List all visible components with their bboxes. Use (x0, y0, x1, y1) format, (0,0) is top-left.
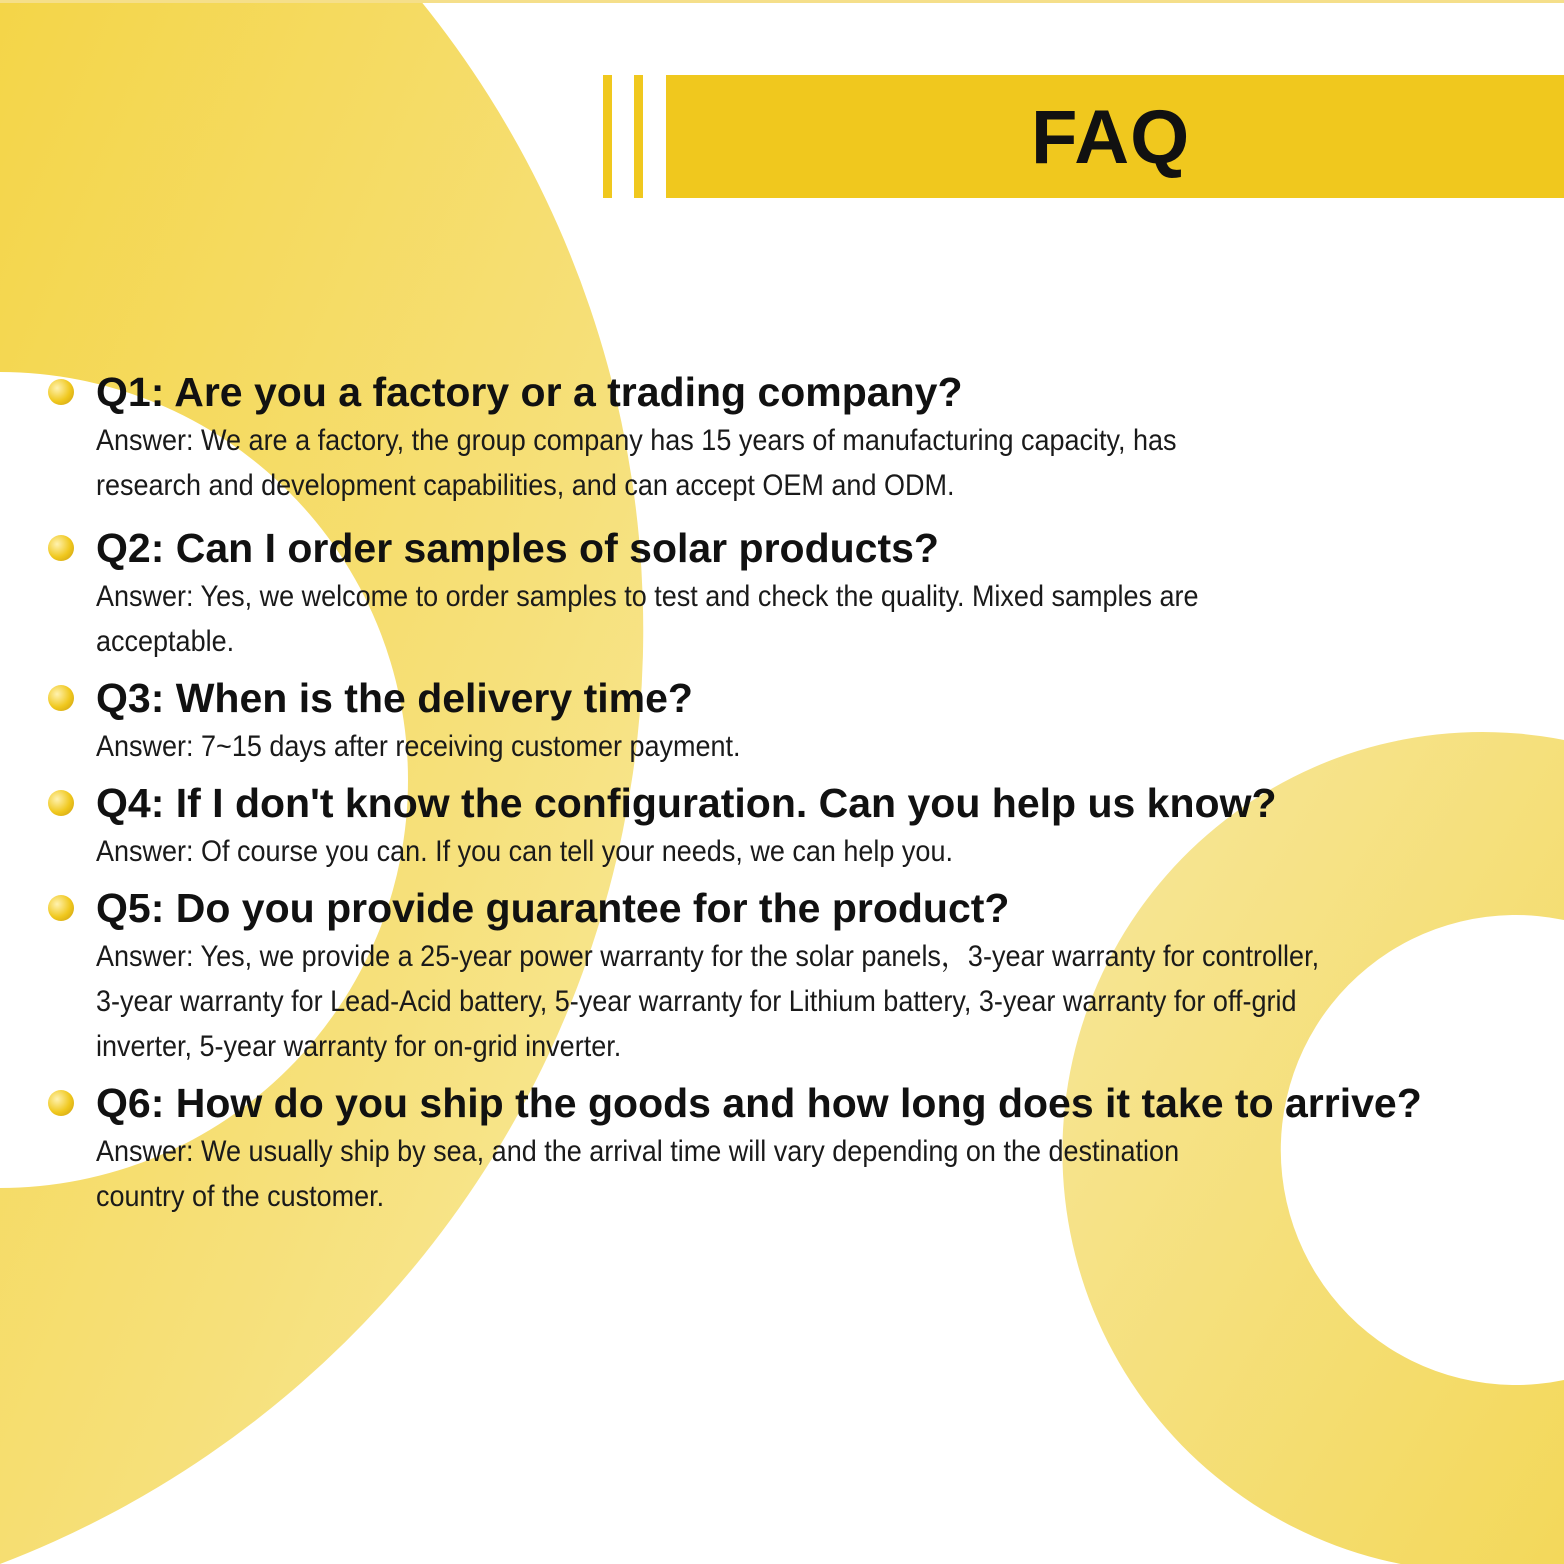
faq-question: Q4: If I don't know the configuration. Can you help us know? (96, 780, 1277, 826)
faq-question: Q3: When is the delivery time? (96, 675, 693, 721)
faq-question: Q2: Can I order samples of solar products? (96, 525, 939, 571)
faq-list (0, 360, 1564, 1219)
answer-line: Answer: Of course you can. If you can tell your needs, we can help you. (96, 835, 953, 868)
faq-answer (96, 574, 1417, 664)
answer-line: research and development capabilities, and can accept OEM and ODM. (96, 469, 955, 502)
faq-item (0, 777, 1564, 874)
faq-item (0, 882, 1564, 1069)
accent-stripe (634, 75, 643, 198)
answer-line: country of the customer. (96, 1180, 385, 1213)
bullet-icon (48, 790, 74, 816)
faq-answer (96, 724, 1417, 769)
page-title: FAQ (1031, 95, 1191, 180)
bullet-icon (48, 379, 74, 405)
faq-question: Q1: Are you a factory or a trading company? (96, 369, 963, 415)
bullet-icon (48, 1090, 74, 1116)
top-border-line (0, 0, 1564, 3)
answer-line: Answer: 7~15 days after receiving customer payment. (96, 730, 741, 763)
answer-line: inverter, 5-year warranty for on-grid inverter. (96, 1030, 622, 1063)
faq-answer (96, 1129, 1417, 1219)
faq-question: Q5: Do you provide guarantee for the product? (96, 885, 1010, 931)
accent-stripe (603, 75, 612, 198)
faq-item (0, 672, 1564, 769)
faq-answer (96, 934, 1417, 1069)
faq-answer (96, 418, 1417, 508)
faq-item (0, 1077, 1564, 1219)
answer-line: acceptable. (96, 625, 235, 658)
answer-line: Answer: Yes, we welcome to order samples to test and check the quality. Mixed samples are (96, 580, 1199, 613)
faq-item (0, 366, 1564, 508)
bullet-icon (48, 895, 74, 921)
faq-item (0, 522, 1564, 664)
title-banner (666, 75, 1564, 198)
faq-answer (96, 829, 1417, 874)
bullet-icon (48, 685, 74, 711)
answer-line: Answer: We usually ship by sea, and the arrival time will vary depending on the destination (96, 1135, 1180, 1168)
answer-line: Answer: Yes, we provide a 25-year power warranty for the solar panels，3-year warranty for controller, (96, 940, 1320, 973)
faq-question: Q6: How do you ship the goods and how long does it take to arrive? (96, 1080, 1422, 1126)
bullet-icon (48, 535, 74, 561)
answer-line: Answer: We are a factory, the group company has 15 years of manufacturing capacity, has (96, 424, 1177, 457)
answer-line: 3-year warranty for Lead-Acid battery, 5-year warranty for Lithium battery, 3-year warranty for off-grid (96, 985, 1297, 1018)
